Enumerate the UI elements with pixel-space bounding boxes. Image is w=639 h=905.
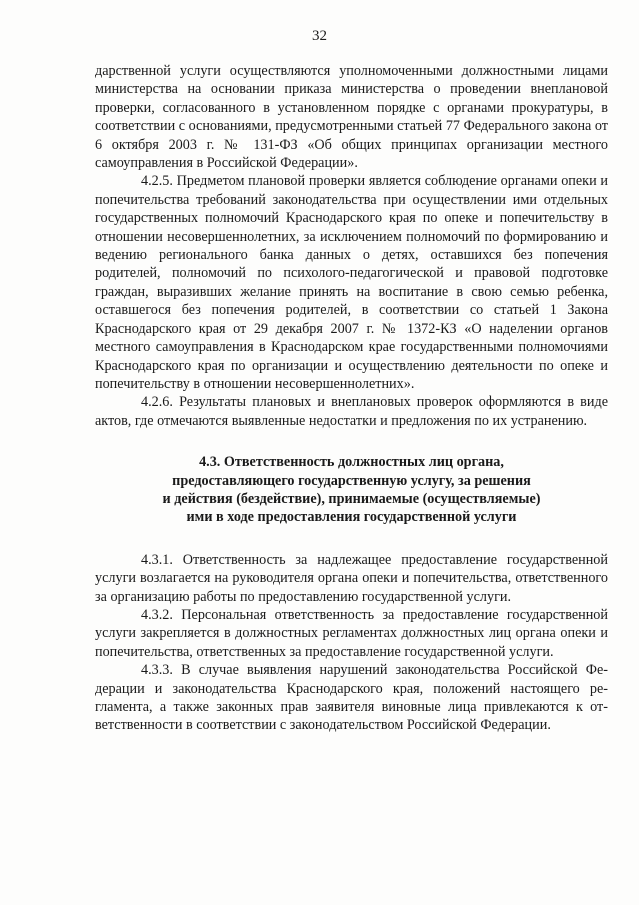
section-heading-4-3 — [95, 453, 608, 527]
heading-line: предоставляющего государственную услугу, за решения — [172, 472, 531, 489]
paragraph-4-3-3: 4.3.3. В случае выявления нарушений законодательства Российской Федерации и законодательства Краснодарского края, положений настоящего регламента, а также законных прав заявителя виновные лица привлекаются к ответственности в соответствии с законодательством Российской Федерации. — [95, 662, 608, 734]
page-number: 32 — [312, 28, 327, 44]
paragraph-4-2-5: 4.2.5. Предметом плановой проверки является соблюдение органами опеки и попечительства требований законодательства при осуществлении ими отдельных государственных полномочий Краснодарского края по опеке и попечительству в отношении несовершеннолетних, за исключением полномочий по формированию и ведению регионального банка данных о детях, оставшихся без попечения родителей, полномочий по психолого-педагогической и правовой подготовке граждан, выразивших желание принять на воспитание в свою семью ребенка, оставшегося без попечения родителей, в соответствии со статьей 1 Закона Краснодарского края от 29 декабря 2007 г. № 1372-КЗ «О наделении органов местного самоуправления в Краснодарском крае государственными полномочиями Краснодарского края по организации и осуществлению деятельности по опеке и попечительству в отношении несовершеннолетних». — [95, 173, 608, 392]
paragraph-4-3-2: 4.3.2. Персональная ответственность за предоставление государственной услуги закрепляется в должностных регламентах должностных лиц органа опеки и попечительства, ответственных за предоставление государственной услуги. — [95, 606, 608, 660]
document-body — [95, 62, 608, 735]
heading-line: и действия (бездействие), принимаемые (осуществляемые) — [162, 490, 541, 507]
heading-line: 4.3. Ответственность должностных лиц органа, — [199, 454, 504, 471]
paragraph-4-2-6: 4.2.6. Результаты плановых и внеплановых проверок оформляются в виде актов, где отмечаются выявленные недостатки и предложения по их устранению. — [95, 394, 608, 429]
paragraph-4-3-1: 4.3.1. Ответственность за надлежащее предоставление государственной услуги возлагается на руководителя органа опеки и попечительства, ответственного за организацию работы по предоставлению государственной услуги. — [95, 551, 608, 605]
heading-line: ими в ходе предоставления государственной услуги — [186, 509, 517, 526]
paragraph-continuation: дарственной услуги осуществляются уполномоченными должностными лицами министерства на основании приказа министерства о проведении внеплановой проверки, согласованного в установленном порядке с органами прокуратуры, в соответствии с основаниями, предусмотренными статьей 77 Федерального закона от 6 октября 2003 г. № 131-ФЗ «Об общих принципах организации местного самоуправления в Российской Федерации». — [95, 63, 608, 172]
